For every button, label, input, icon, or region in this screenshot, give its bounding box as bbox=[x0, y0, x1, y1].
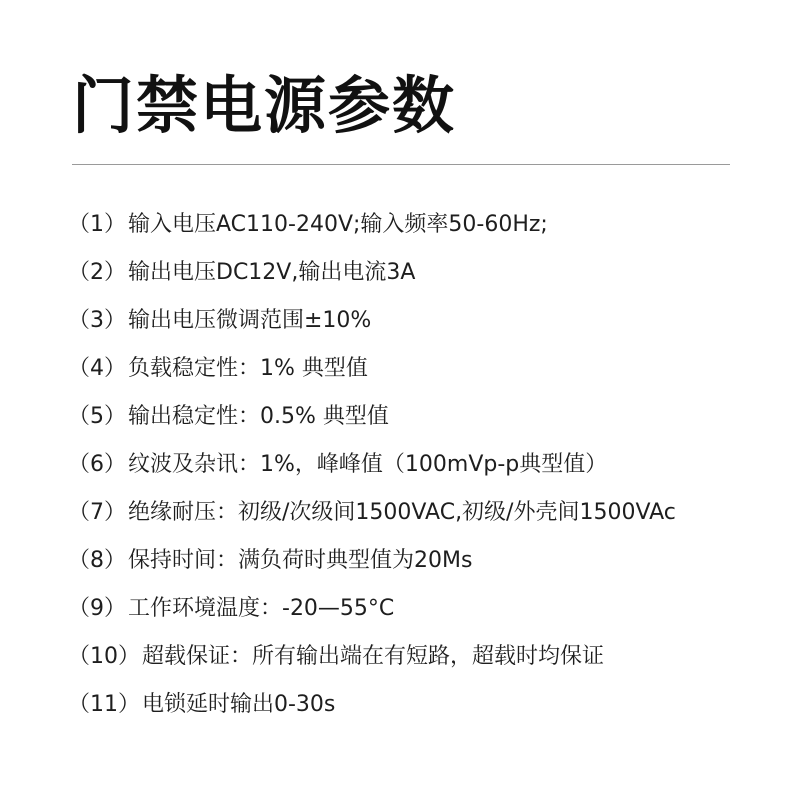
spec-item-8 bbox=[68, 537, 768, 585]
spec-item-6 bbox=[68, 441, 768, 489]
page-title: 门禁电源参数 bbox=[72, 69, 457, 142]
spec-text: 电锁延时输出0-30s bbox=[142, 692, 336, 717]
spec-text: 超载保证：所有输出端在有短路，超载时均保证 bbox=[142, 644, 605, 669]
spec-number: （10） bbox=[68, 644, 140, 669]
spec-list bbox=[68, 201, 768, 729]
spec-text: 负载稳定性：1% 典型值 bbox=[128, 356, 368, 381]
spec-text: 输入电压AC110-240V;输入频率50-60Hz; bbox=[128, 212, 548, 237]
title-divider bbox=[72, 164, 730, 165]
spec-text: 工作环境温度：-20—55°C bbox=[128, 596, 395, 621]
spec-text: 输出稳定性：0.5% 典型值 bbox=[128, 404, 389, 429]
spec-item-1 bbox=[68, 201, 768, 249]
spec-number: （11） bbox=[68, 692, 140, 717]
spec-item-11 bbox=[68, 681, 768, 729]
spec-item-7 bbox=[68, 489, 768, 537]
spec-number: （8） bbox=[68, 548, 126, 573]
spec-number: （6） bbox=[68, 452, 126, 477]
spec-item-5 bbox=[68, 393, 768, 441]
spec-text: 绝缘耐压：初级/次级间1500VAC,初级/外壳间1500VAc bbox=[128, 500, 676, 525]
spec-number: （5） bbox=[68, 404, 126, 429]
spec-number: （4） bbox=[68, 356, 126, 381]
spec-text: 保持时间：满负荷时典型值为20Ms bbox=[128, 548, 473, 573]
spec-item-2 bbox=[68, 249, 768, 297]
spec-item-10 bbox=[68, 633, 768, 681]
spec-item-3 bbox=[68, 297, 768, 345]
spec-text: 纹波及杂讯：1%，峰峰值（100mVp-p典型值） bbox=[128, 452, 608, 477]
spec-number: （1） bbox=[68, 212, 126, 237]
spec-number: （9） bbox=[68, 596, 126, 621]
spec-text: 输出电压DC12V,输出电流3A bbox=[128, 260, 416, 285]
spec-number: （2） bbox=[68, 260, 126, 285]
spec-item-4 bbox=[68, 345, 768, 393]
spec-text: 输出电压微调范围±10% bbox=[128, 308, 372, 333]
spec-number: （7） bbox=[68, 500, 126, 525]
spec-item-9 bbox=[68, 585, 768, 633]
spec-number: （3） bbox=[68, 308, 126, 333]
